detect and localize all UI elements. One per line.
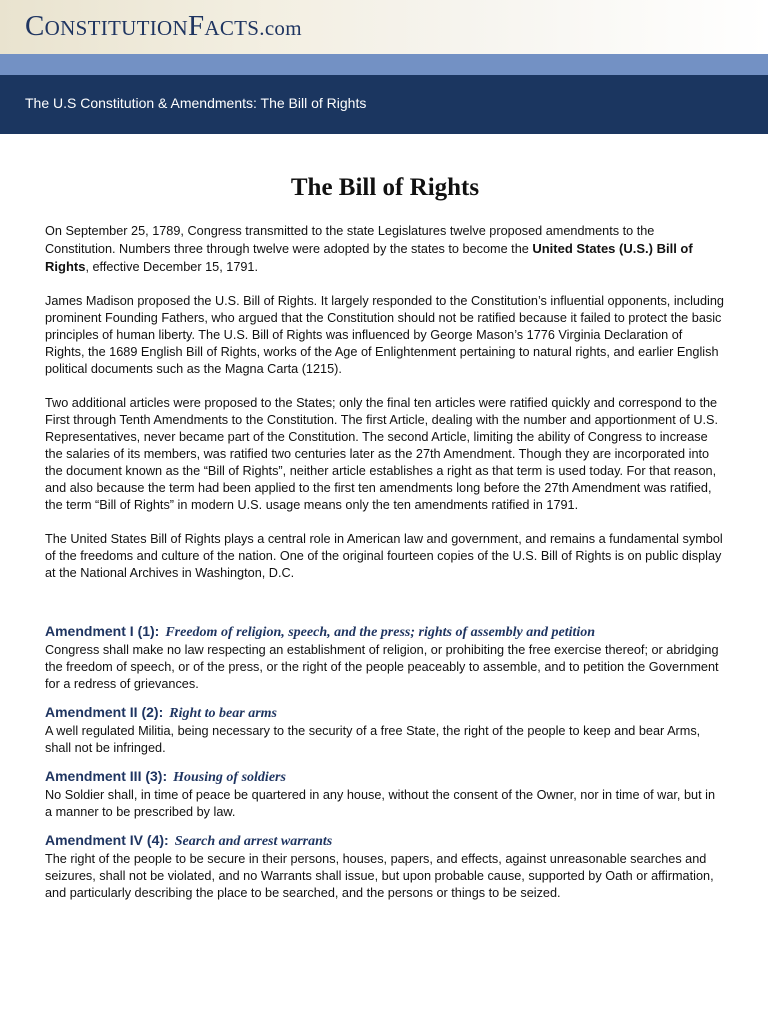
amendment-title: Right to bear arms [169, 705, 277, 721]
amendment-item [45, 831, 725, 902]
amendments-list [45, 622, 725, 902]
section-banner [0, 75, 768, 134]
page-title: The Bill of Rights [290, 174, 480, 201]
amendment-label: Amendment II (2): [45, 703, 164, 720]
intro-text: , effective December 15, 1791. [85, 259, 259, 274]
header-accent-stripe [0, 54, 768, 75]
logo-word-facts: ACTS [204, 16, 260, 40]
amendment-title: Housing of soldiers [173, 769, 286, 785]
amendment-title: Freedom of religion, speech, and the press; rights of assembly and petition [165, 624, 596, 640]
amendment-text: The right of the people to be secure in their persons, houses, papers, and effects, against unreasonable searches and seizures, shall not be violated, and no Warrants shall issue, but upon probable cause, supported by Oath or affirmation, and particularly describing the place to be searched, and the persons or things to be seized. [45, 851, 714, 900]
intro-emphasis: United States (U.S.) Bill of Rights [45, 240, 693, 274]
logo-word-constitution: ONSTITUTION [44, 16, 188, 40]
logo-letter-f: F [187, 10, 205, 42]
intro-paragraph-2: James Madison proposed the U.S. Bill of Rights. It largely responded to the Constitution’s influential opponents, including prominent Founding Fathers, who argued that the Constitution should not be ratified because it failed to protect the basic principles of human liberty. The U.S. Bill of Rights was influenced by George Mason’s 1776 Virginia Declaration of Rights, the 1689 English Bill of Rights, works of the Age of Enlightenment pertaining to natural rights, and earlier English political documents such as the Magna Carta (1215). [45, 293, 724, 376]
amendment-label: Amendment III (3): [45, 767, 168, 784]
site-header [0, 0, 768, 54]
intro-paragraph-1 [45, 223, 725, 276]
amendment-label: Amendment IV (4): [45, 831, 169, 848]
intro-paragraph-4: The United States Bill of Rights plays a central role in American law and government, and remains a fundamental symbol of the freedoms and culture of the nation. One of the original fourteen copies of the U.S. Bill of Rights is on public display at the National Archives in Washington, D.C. [45, 531, 723, 580]
amendment-item [45, 703, 725, 757]
logo-letter-c: C [25, 10, 45, 42]
amendment-heading [45, 831, 725, 851]
amendment-text: A well regulated Militia, being necessary to the security of a free State, the right of the people to keep and bear Arms, shall not be infringed. [45, 723, 701, 755]
article-content [45, 172, 725, 912]
amendment-item [45, 767, 725, 821]
intro-paragraph-3: Two additional articles were proposed to the States; only the final ten articles were ratified quickly and correspond to the First through Tenth Amendments to the Constitution. The first Article, dealing with the number and apportionment of U.S. Representatives, never became part of the Constitution. The second Article, limiting the ability of Congress to increase the salaries of its members, was ratified two centuries later as the 27th Amendment. Though they are incorporated into the document known as the “Bill of Rights”, neither article establishes a right as that term is used today. For that reason, and also because the term had been applied to the first ten amendments long before the 27th Amendment was ratified, the term “Bill of Rights” in modern U.S. usage means only the ten amendments ratified in 1791. [45, 395, 719, 512]
amendment-label: Amendment I (1): [45, 622, 160, 639]
amendment-text: Congress shall make no law respecting an establishment of religion, or prohibiting the free exercise thereof; or abridging the freedom of speech, or of the press, or the right of the people peaceably to assemble, and to petition the Government for a redress of grievances. [45, 642, 719, 691]
amendment-item [45, 622, 725, 693]
logo-domain: .com [259, 16, 302, 40]
amendment-title: Search and arrest warrants [174, 833, 333, 849]
amendment-text: No Soldier shall, in time of peace be quartered in any house, without the consent of the Owner, nor in time of war, but in a manner to be prescribed by law. [45, 787, 716, 819]
breadcrumb: The U.S Constitution & Amendments: The Bill of Rights [25, 95, 367, 111]
amendment-heading [45, 703, 725, 723]
amendment-heading [45, 622, 725, 642]
intro-text: On September 25, 1789, Congress transmitted to the state Legislatures twelve proposed amendments to the Constitution. Numbers three through twelve were adopted by the states to become the [45, 223, 655, 256]
amendment-heading [45, 767, 725, 787]
site-logo[interactable] [25, 10, 302, 43]
